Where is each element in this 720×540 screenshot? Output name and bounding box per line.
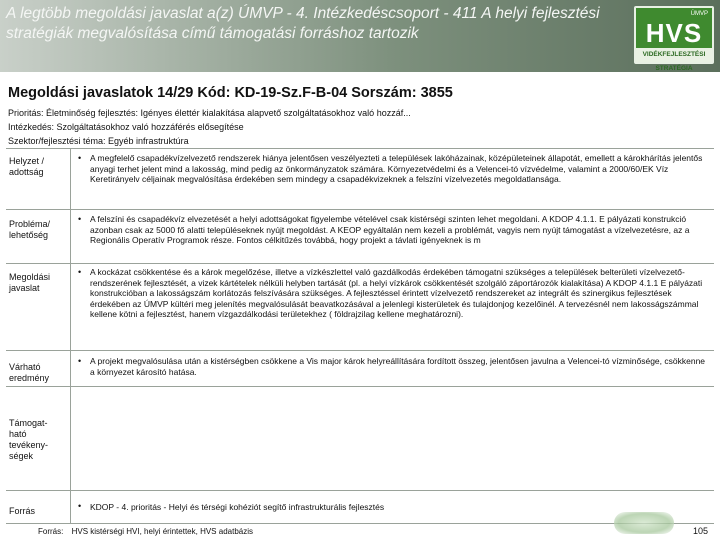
footer-logo — [614, 512, 674, 534]
row-divider — [6, 350, 714, 351]
row-divider — [6, 523, 714, 524]
logo-text: HVS — [645, 18, 703, 48]
row-text-helyzet: A megfelelő csapadékvízelvezető rendszerek hiánya jelentősen veszélyezteti a települések lakóházainak, középületeinek állapotát, emellett a károkhárítás jelentős anyagi terhet jelent mind a lakosság, mind pedig az önkormányzatok számára. Környezetvédelmi és a Velencei-tó vízvédelme, valamint a 2000/60/EK Víz Keretirányelv céljainak megvalósítása érdekében sem mindegy a csapadékvizeknek a felszíni vízelvezetés megoldatlansága. — [90, 153, 703, 185]
row-divider — [6, 263, 714, 264]
hvs-logo — [634, 6, 714, 72]
footer-source-text: HVS kistérségi HVI, helyi érintettek, HVS adatbázis — [71, 527, 253, 536]
page-number: 105 — [693, 526, 709, 536]
bullet: • — [78, 214, 82, 224]
bullet: • — [78, 153, 82, 163]
row-label-megoldasi: Megoldási javaslat — [9, 272, 51, 293]
priority-line: Prioritás: Életminőség fejlesztés: Igényes élettér kialakítása alapvető szolgáltatásokhoz való hozzáf... — [8, 108, 411, 118]
page-title: Megoldási javaslatok 14/29 Kód: KD-19-Sz.F-B-04 Sorszám: 3855 — [8, 85, 453, 101]
bullet: • — [78, 501, 82, 511]
row-text-problema: A felszíni és csapadékvíz elvezetését a helyi adottságokat figyelembe vételével csak kistérségi szinten lehet megoldani. A KDOP 4.1.1. E pályázati konstrukció azonban csak az 5000 fő alatti településeknek nyújt megoldást. A KEOP egyáltalán nem kezeli a problémát, vagyis nem nyújt támogatást a vízelvezetésre, az a Regionális Operatív Programok része. Fontos célkitűzés továbbá, hogy projekt a távlati igényeknek is m — [90, 214, 690, 246]
row-text-forras: KDOP - 4. prioritás - Helyi és térségi kohéziót segítő infrastrukturális fejlesztés — [90, 502, 385, 512]
row-label-forras: Forrás — [9, 506, 36, 516]
row-text-varhato: A projekt megvalósulása után a kistérségben csökkene a Vis major károk helyreállítására fordított összeg, jelentősen javulna a Velencei-tó vízminősége, csökkenne a környezet károsító hatása. — [90, 356, 706, 377]
header-title: A legtöbb megoldási javaslat a(z) ÚMVP - 4. Intézkedéscsoport - 411 A helyi fejlesztési stratégiák megvalósítása című támogatási forráshoz tartozik — [6, 5, 600, 42]
footer-source — [38, 527, 259, 536]
row-label-varhato: Várható eredmény — [9, 362, 50, 383]
row-divider — [6, 490, 714, 491]
sector-line: Szektor/fejlesztési téma: Egyéb infrastruktúra — [8, 136, 189, 146]
row-text-megoldasi: A kockázat csökkentése és a károk megelőzése, illetve a vízkészlettel való gazdálkodás érdekében támogatni szükséges a települések belterületi vízelvezető-rendszerének fejlesztését, a vizek kártételek nélküli helyben tartását (pl. a helyi vízkárok csökkentését szolgáló záportározók kialakítása) A KDOP 4.1.1 E pályázati konstrukcióban a lakosságszám korlátozás felszívására szükséges. A fejlesztéssel érintett vízelvezető rendszereket az integrált és szinergikus fejlesztések érdekében az ÚMVP kültéri meg jelenítés megvalósulását beavatkozásával a jelenlegi kisterületek és tulajdonjog kezelőinél. A tervezésnél nem lakosságszámmal kellene kötni a fejlesztést, hanem vízgazdálkodási területekhez ( földrajzilag kellene meghatározni). — [90, 267, 703, 320]
row-divider — [6, 209, 714, 210]
row-label-problema: Probléma/ lehetőség — [9, 219, 51, 240]
logo-top-label: ÚMVP — [690, 11, 708, 17]
column-divider — [70, 148, 71, 523]
intervention-line: Intézkedés: Szolgáltatásokhoz való hozzáférés elősegítése — [8, 122, 244, 132]
row-divider — [6, 386, 714, 387]
footer-source-label: Forrás: — [38, 527, 64, 536]
bullet: • — [78, 267, 82, 277]
row-label-helyzet: Helyzet / adottság — [9, 156, 45, 177]
logo-subtitle: VIDÉKFEJLESZTÉSI STRATÉGIA — [636, 48, 712, 62]
row-label-tamogathato: Támogat-ható tevékeny-ségek — [9, 418, 49, 461]
row-divider — [6, 148, 714, 149]
header-banner — [0, 0, 720, 72]
bullet: • — [78, 356, 82, 366]
